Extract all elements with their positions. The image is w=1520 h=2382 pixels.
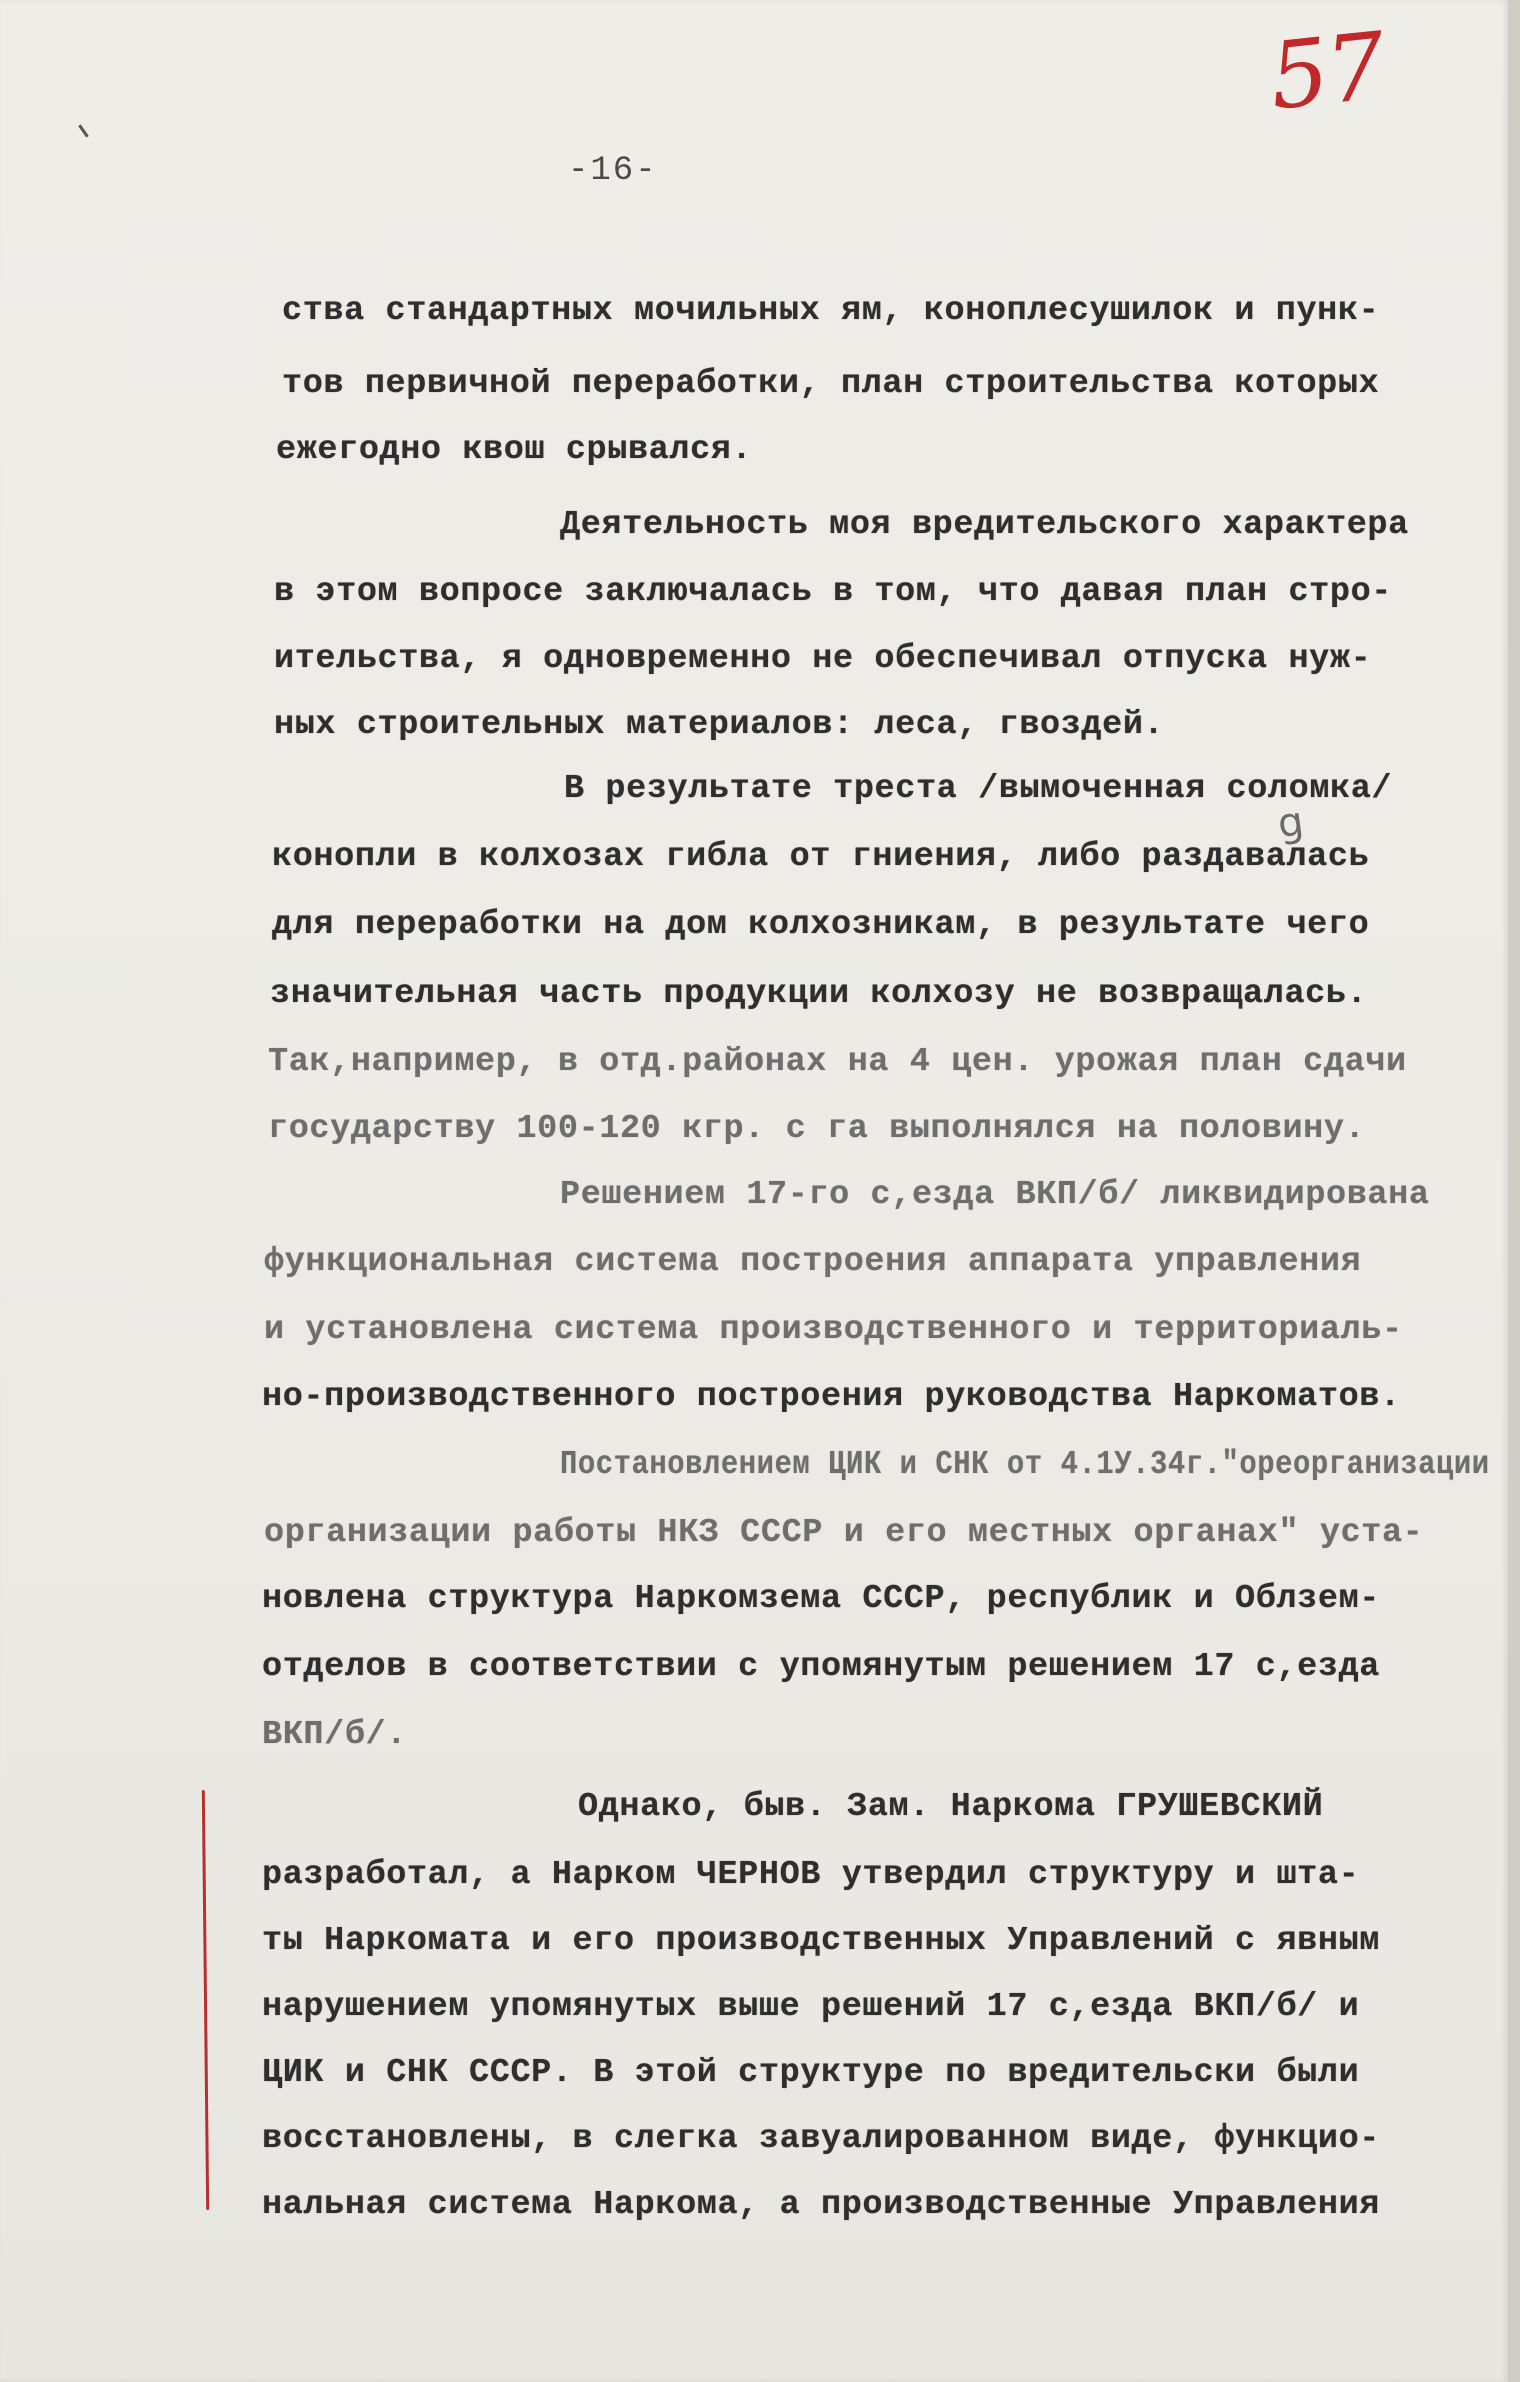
text-line: но-производственного построения руководства Наркоматов. <box>262 1378 1401 1416</box>
text-line: ных строительных материалов: леса, гвоздей. <box>274 706 1165 744</box>
text-line: новлена структура Наркомзема СССР, республик и Облзем- <box>262 1580 1380 1618</box>
text-line: функциональная система построения аппарата управления <box>264 1243 1362 1281</box>
text-line: восстановлены, в слегка завуалированном виде, функцио- <box>262 2120 1380 2158</box>
text-line: ВКП/б/. <box>262 1716 407 1754</box>
text-line: для переработки на дом колхозникам, в результате чего <box>272 906 1370 944</box>
text-line: нальная система Наркома, а производственные Управления <box>262 2186 1380 2224</box>
text-line: в этом вопросе заключалась в том, что давая план стро- <box>274 573 1392 611</box>
text-line: ЦИК и СНК СССР. В этой структуре по вредительски были <box>262 2054 1360 2092</box>
text-line: организации работы НКЗ СССР и его местных органах" уста- <box>264 1514 1424 1552</box>
text-line: Однако, быв. Зам. Наркома ГРУШЕВСКИЙ <box>578 1788 1324 1826</box>
text-line: Так,например, в отд.районах на 4 цен. урожая план сдачи <box>268 1043 1407 1081</box>
text-line: разработал, а Нарком ЧЕРНОВ утвердил структуру и шта- <box>262 1856 1360 1894</box>
pencil-annotation: g <box>1274 798 1307 848</box>
text-line: ты Наркомата и его производственных Управлений с явным <box>262 1922 1380 1960</box>
text-line: Деятельность моя вредительского характера <box>560 506 1409 544</box>
text-line: ительства, я одновременно не обеспечивал отпуска нуж- <box>274 640 1372 678</box>
text-line: значительная часть продукции колхозу не возвращалась. <box>270 975 1368 1013</box>
text-line: В результате треста /вымоченная соломка/ <box>564 770 1393 808</box>
text-line: ства стандартных мочильных ям, коноплесушилок и пунк- <box>282 292 1380 330</box>
archive-folio-number: 57 <box>1264 12 1389 131</box>
text-line: государству 100-120 кгр. с га выполнялся на половину. <box>268 1110 1366 1148</box>
page-number: -16- <box>568 152 658 190</box>
text-line: отделов в соответствии с упомянутым решением 17 с,езда <box>262 1648 1380 1686</box>
text-line: конопли в колхозах гибла от гниения, либо раздавалась <box>272 838 1370 876</box>
text-line: Постановлением ЦИК и СНК от 4.1У.34г."ореорганизации <box>560 1446 1490 1484</box>
page-edge <box>1508 0 1520 2382</box>
text-line: тов первичной переработки, план строительства которых <box>282 365 1380 403</box>
text-line: нарушением упомянутых выше решений 17 с,езда ВКП/б/ и <box>262 1988 1360 2026</box>
text-line: и установлена система производственного и территориаль- <box>264 1311 1403 1349</box>
text-line: Решением 17-го с,езда ВКП/б/ ликвидирована <box>560 1176 1430 1214</box>
text-line: ежегодно квош срывался. <box>276 431 753 469</box>
